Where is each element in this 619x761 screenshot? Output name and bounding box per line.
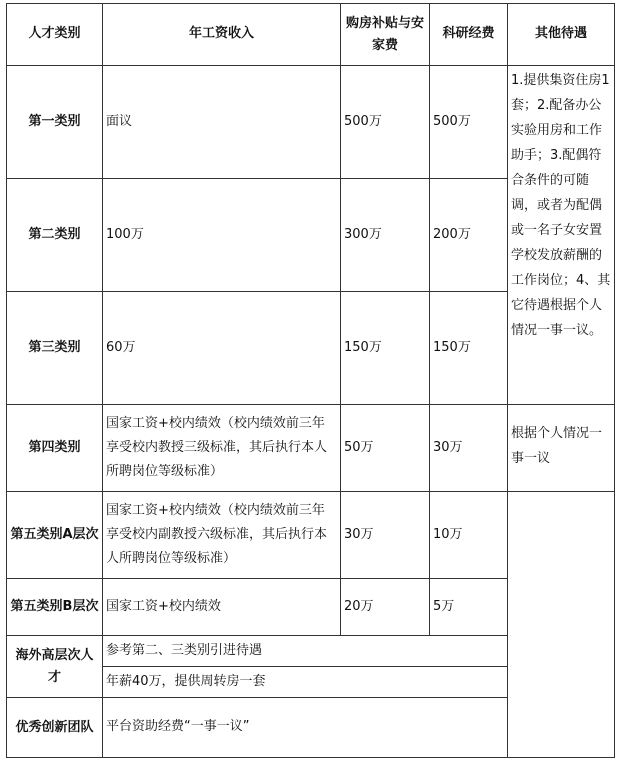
row-housing: 50万 [341,405,430,492]
talent-benefits-table [6,3,615,758]
other-benefits-top: 1.提供集资住房1套；2.配备办公实验用房和工作助手；3.配偶符合条件的可随调，或者为配偶或一名子女安置学校发放薪酬的工作岗位；4、其它待遇根据个人情况一事一议。 [508,66,615,405]
header-salary: 年工资收入 [103,4,341,66]
row-category: 第四类别 [7,405,103,492]
header-other: 其他待遇 [508,4,615,66]
row-category: 第三类别 [7,292,103,405]
row-research: 5万 [430,579,508,636]
header-research: 科研经费 [430,4,508,66]
row-salary: 国家工资+校内绩效 [103,579,341,636]
overseas-benefits [103,636,508,698]
header-category: 人才类别 [7,4,103,66]
row-category: 第二类别 [7,179,103,292]
other-benefits-fourth: 根据个人情况一事一议 [508,405,615,492]
row-research: 30万 [430,405,508,492]
table-row [7,66,615,179]
row-salary: 国家工资+校内绩效（校内绩效前三年享受校内教授三级标准，其后执行本人所聘岗位等级标准） [103,405,341,492]
overseas-category: 海外高层次人才 [7,636,103,698]
row-category: 第一类别 [7,66,103,179]
row-housing: 150万 [341,292,430,405]
row-salary: 60万 [103,292,341,405]
team-category: 优秀创新团队 [7,698,103,758]
row-housing: 500万 [341,66,430,179]
overseas-line-2: 年薪40万，提供周转房一套 [106,674,266,689]
table-row [7,492,615,579]
row-research: 10万 [430,492,508,579]
row-salary: 面议 [103,66,341,179]
header-row [7,4,615,66]
row-research: 500万 [430,66,508,179]
other-benefits-empty [508,492,615,758]
team-benefits: 平台资助经费“一事一议” [103,698,508,758]
row-salary: 100万 [103,179,341,292]
row-research: 200万 [430,179,508,292]
row-category: 第五类别A层次 [7,492,103,579]
row-research: 150万 [430,292,508,405]
row-salary: 国家工资+校内绩效（校内绩效前三年享受校内副教授六级标准，其后执行本人所聘岗位等级标准） [103,492,341,579]
row-category: 第五类别B层次 [7,579,103,636]
overseas-line-1: 参考第二、三类别引进待遇 [103,636,507,667]
table-row [7,405,615,492]
row-housing: 20万 [341,579,430,636]
header-housing: 购房补贴与安家费 [341,4,430,66]
row-housing: 300万 [341,179,430,292]
row-housing: 30万 [341,492,430,579]
